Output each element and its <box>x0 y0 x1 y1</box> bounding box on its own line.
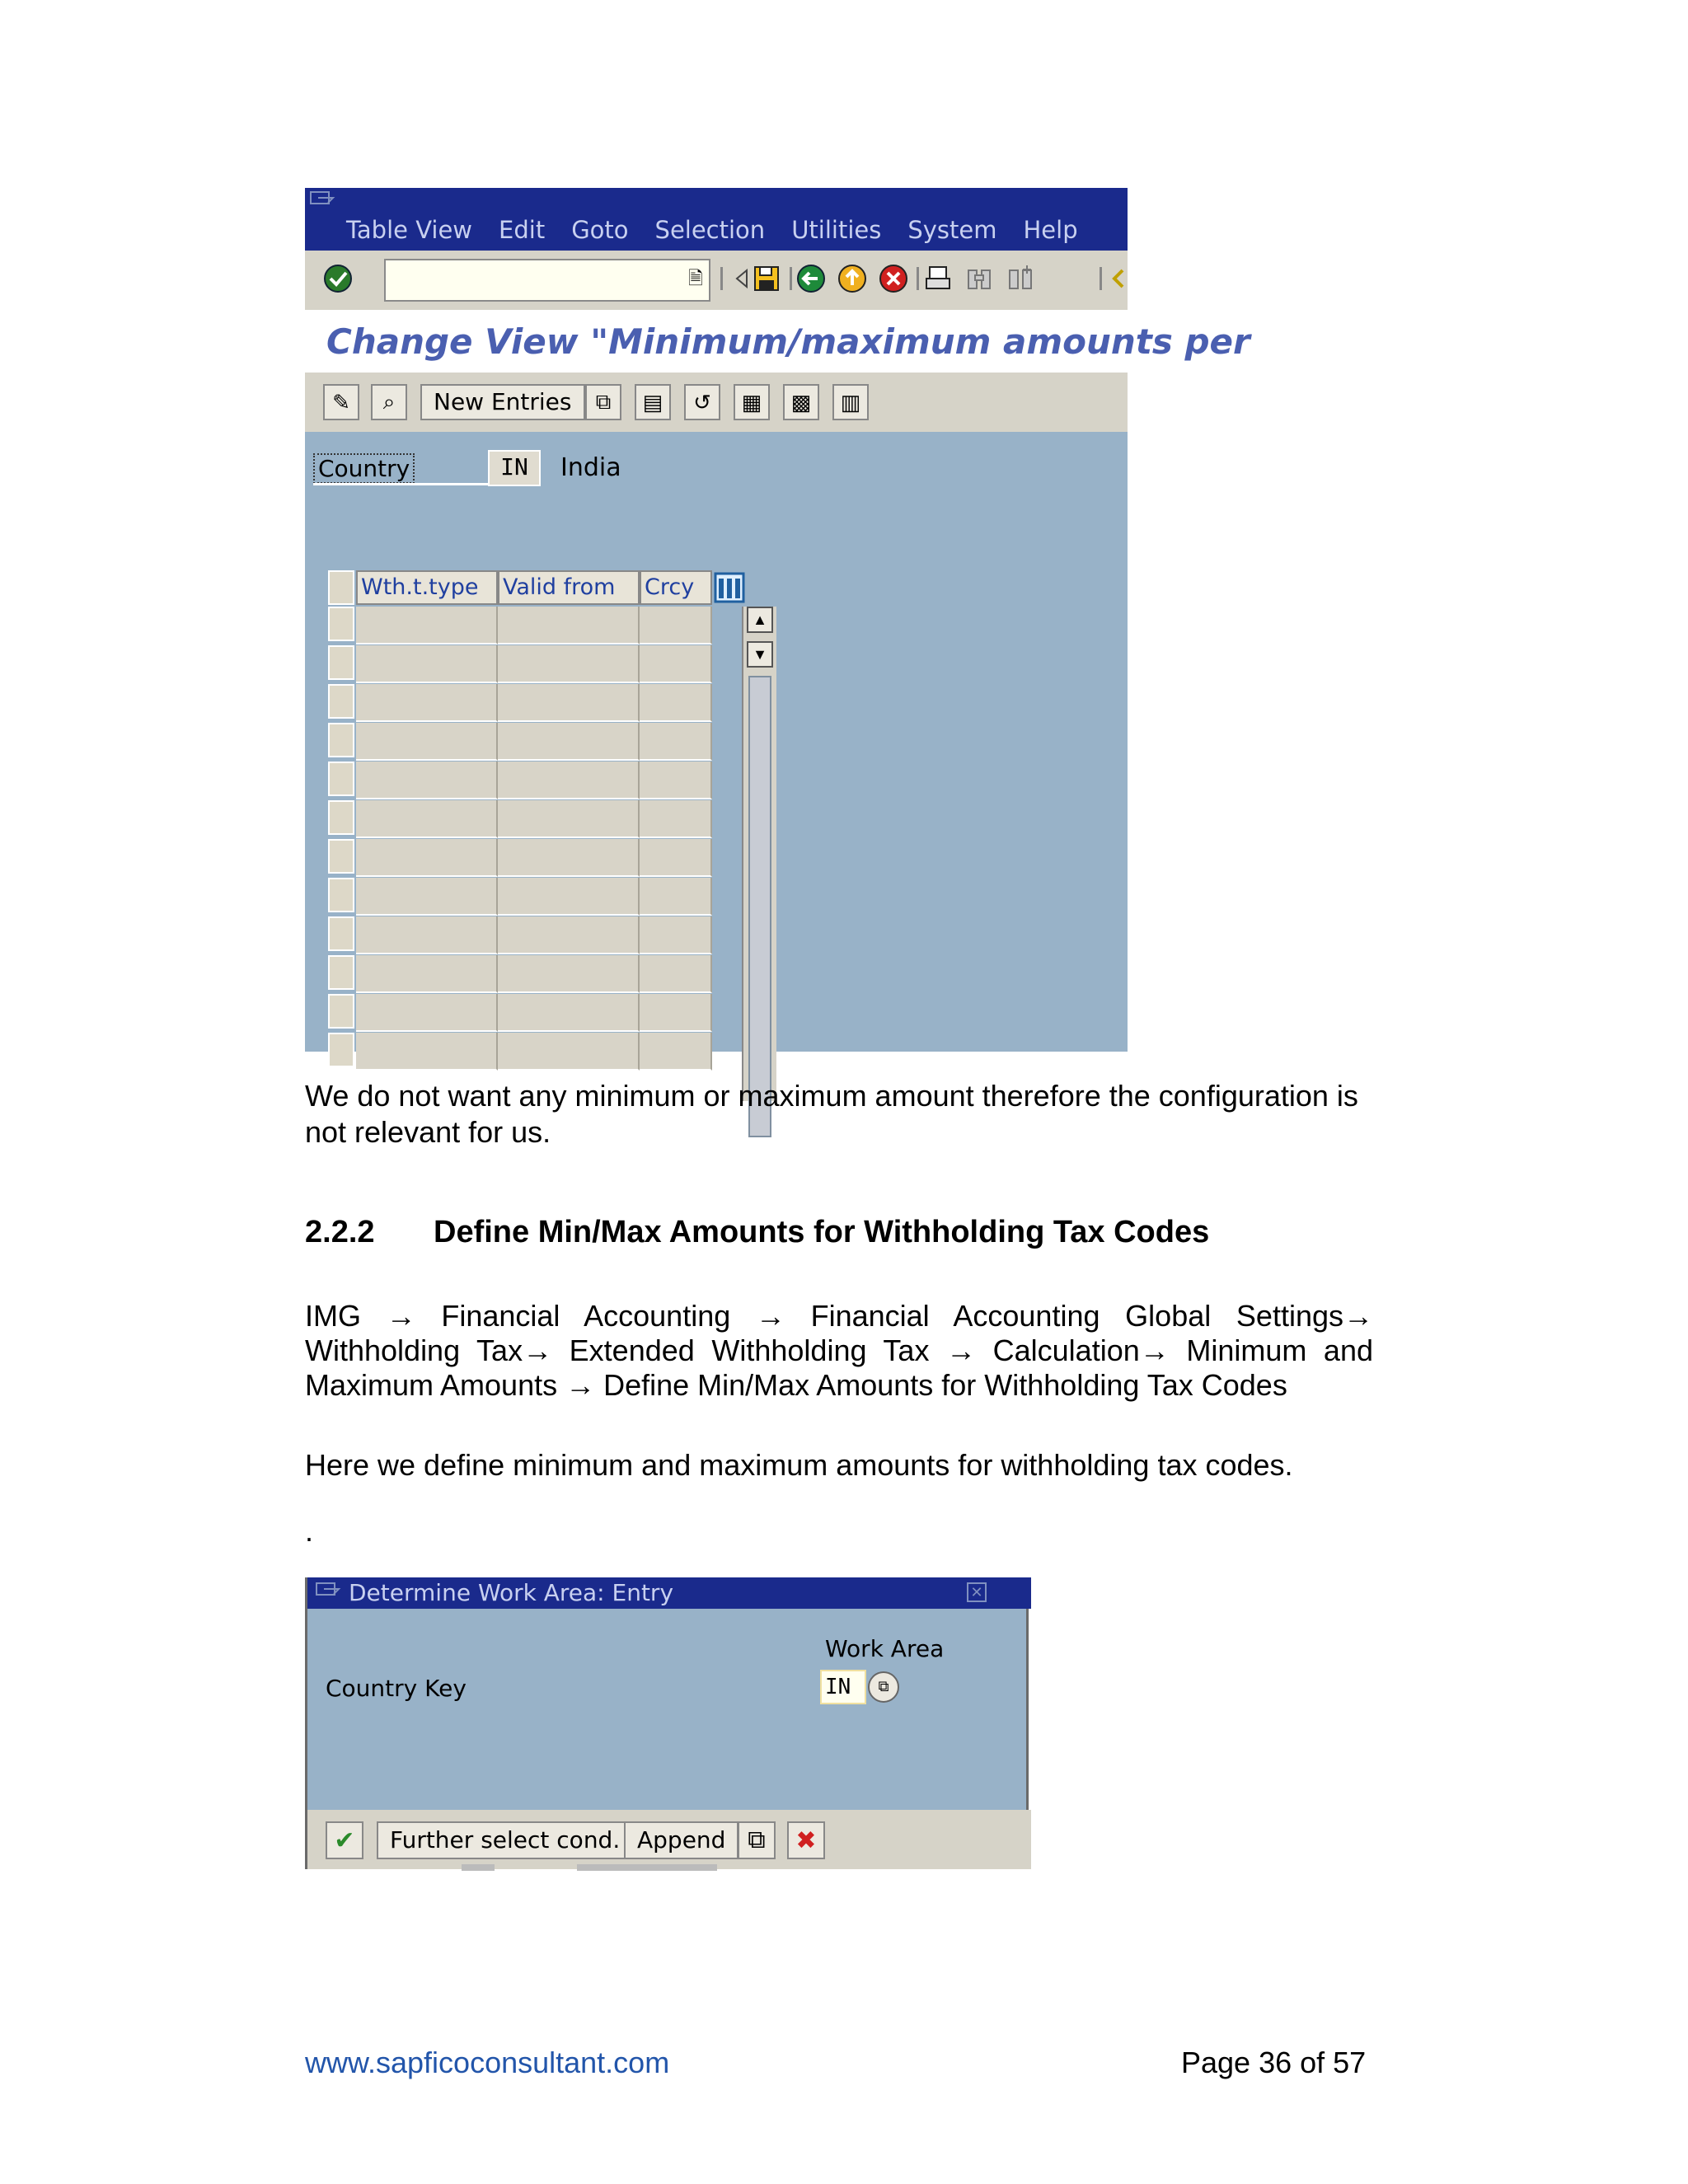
scroll-track[interactable] <box>748 676 771 1137</box>
table-cell[interactable] <box>498 645 640 683</box>
exit-icon[interactable] <box>837 264 867 293</box>
close-icon[interactable]: ✕ <box>967 1582 987 1602</box>
menu-item-table-view[interactable]: Table View <box>346 216 473 244</box>
table-cell[interactable] <box>640 723 712 761</box>
menu-item-system[interactable]: System <box>907 216 997 244</box>
cancel-icon[interactable] <box>879 264 908 293</box>
menu-item-goto[interactable]: Goto <box>571 216 629 244</box>
table-cell[interactable] <box>640 839 712 877</box>
table-cell[interactable] <box>640 762 712 799</box>
table-cell[interactable] <box>356 607 498 644</box>
scroll-up-icon[interactable]: ▲ <box>747 607 773 633</box>
table-cell[interactable] <box>640 645 712 683</box>
copy-icon[interactable]: ⧉ <box>585 384 621 420</box>
screen-title-bar <box>305 312 1250 373</box>
dialog-title-bar <box>307 1577 1031 1609</box>
section-heading <box>305 1215 1209 1250</box>
row-selector[interactable] <box>328 916 354 951</box>
table-cell[interactable] <box>640 955 712 993</box>
table-cell[interactable] <box>498 994 640 1032</box>
table-cell[interactable] <box>640 1033 712 1071</box>
back-icon[interactable] <box>796 264 826 293</box>
row-selector[interactable] <box>328 645 354 680</box>
table-cell[interactable] <box>498 878 640 916</box>
section-number: 2.2.2 <box>305 1215 375 1249</box>
table-cell[interactable] <box>356 955 498 993</box>
section-title: Define Min/Max Amounts for Withholding Tax Codes <box>434 1215 1210 1249</box>
work-area-label: Work Area <box>825 1635 945 1662</box>
row-selector[interactable] <box>328 839 354 874</box>
table-control <box>325 570 767 1065</box>
table-cell[interactable] <box>640 607 712 644</box>
deselect-all-icon[interactable]: ▥ <box>832 384 869 420</box>
column-header-wth-type[interactable]: Wth.t.type <box>356 570 498 605</box>
table-cell[interactable] <box>498 839 640 877</box>
table-cell[interactable] <box>640 800 712 838</box>
menu-item-selection[interactable]: Selection <box>654 216 766 244</box>
table-cell[interactable] <box>498 607 640 644</box>
vertical-scrollbar[interactable] <box>742 607 776 1101</box>
window-menu-icon[interactable] <box>316 1582 340 1602</box>
table-cell[interactable] <box>356 800 498 838</box>
append-button[interactable]: Append <box>624 1821 738 1859</box>
window-menu-icon[interactable] <box>310 191 335 209</box>
img-menu-path: IMG → Financial Accounting → Financial Accounting Global Settings→ Withholding Tax→ Extended Withholding Tax → Calculation→ Minimum and Maximum Amounts → Define Min/Max Amounts for Withholding Tax Codes <box>305 1299 1373 1402</box>
display-change-icon[interactable]: ✎ <box>323 384 359 420</box>
new-entries-button[interactable]: New Entries <box>420 384 585 420</box>
screen-title: Change View "Minimum/maximum amounts per <box>326 321 1250 362</box>
dialog-button-bar <box>307 1810 1031 1869</box>
command-field[interactable] <box>384 259 686 302</box>
country-field[interactable]: IN <box>488 450 541 486</box>
application-toolbar <box>305 373 1128 432</box>
select-all-rows[interactable] <box>328 570 354 605</box>
menu-item-help[interactable]: Help <box>1023 216 1078 244</box>
table-cell[interactable] <box>356 1033 498 1071</box>
further-select-cond-button[interactable]: Further select cond. <box>377 1821 633 1859</box>
command-history-icon[interactable]: 🗎 <box>682 259 710 302</box>
table-cell[interactable] <box>356 878 498 916</box>
column-header-valid-from[interactable]: Valid from <box>498 570 640 605</box>
new-work-area-icon[interactable]: ⧉ <box>738 1821 776 1859</box>
table-cell[interactable] <box>640 684 712 722</box>
country-description: India <box>560 453 621 482</box>
undo-icon[interactable]: ↺ <box>684 384 720 420</box>
clipped-background-residue <box>445 1864 734 1876</box>
select-block-icon[interactable]: ▩ <box>783 384 819 420</box>
row-selector[interactable] <box>328 878 354 912</box>
row-selector[interactable] <box>328 955 354 990</box>
row-selector[interactable] <box>328 723 354 757</box>
table-cell[interactable] <box>498 800 640 838</box>
dialog-title: Determine Work Area: Entry <box>349 1579 674 1606</box>
country-label: Country <box>313 453 415 484</box>
table-cell[interactable] <box>498 762 640 799</box>
row-selector[interactable] <box>328 684 354 719</box>
column-header-crcy[interactable]: Crcy <box>640 570 712 605</box>
table-cell[interactable] <box>498 955 640 993</box>
print-icon[interactable] <box>923 264 953 293</box>
first-page-icon[interactable] <box>1106 264 1128 293</box>
row-selector[interactable] <box>328 1033 354 1067</box>
table-cell[interactable] <box>498 916 640 954</box>
menu-item-edit[interactable]: Edit <box>499 216 546 244</box>
scroll-down-icon[interactable]: ▼ <box>747 641 773 668</box>
footer-website-link[interactable]: www.sapficoconsultant.com <box>305 2046 670 2079</box>
table-cell[interactable] <box>356 839 498 877</box>
cancel-x-icon[interactable]: ✖ <box>787 1821 825 1859</box>
table-cell[interactable] <box>498 1033 640 1071</box>
sap-screenshot-change-view <box>305 188 1250 1052</box>
table-cell[interactable] <box>356 916 498 954</box>
row-selector[interactable] <box>328 762 354 796</box>
table-cell[interactable] <box>640 994 712 1032</box>
display-icon[interactable]: ⌕ <box>371 384 407 420</box>
table-cell[interactable] <box>640 878 712 916</box>
possible-entries-icon[interactable]: ⧉ <box>868 1671 899 1703</box>
table-cell[interactable] <box>498 723 640 761</box>
save-icon[interactable] <box>752 264 781 293</box>
row-selector[interactable] <box>328 607 354 641</box>
footer-page-number: Page 36 of 57 <box>1181 2046 1367 2079</box>
table-cell[interactable] <box>498 684 640 722</box>
table-cell[interactable] <box>356 645 498 683</box>
menu-bar <box>305 188 1128 251</box>
row-selector[interactable] <box>328 994 354 1029</box>
standard-toolbar <box>305 251 1128 312</box>
table-cell[interactable] <box>640 916 712 954</box>
column-settings-icon[interactable] <box>714 572 745 603</box>
menu-item-utilities[interactable]: Utilities <box>791 216 882 244</box>
stray-dot: . <box>305 1514 314 1548</box>
country-underline <box>313 483 491 485</box>
find-icon[interactable] <box>964 264 994 293</box>
select-all-icon[interactable]: ▦ <box>734 384 770 420</box>
table-cell[interactable] <box>356 723 498 761</box>
table-cell[interactable] <box>356 762 498 799</box>
enter-icon[interactable] <box>323 264 353 293</box>
sap-dialog-determine-work-area <box>305 1577 1029 1869</box>
country-key-label: Country Key <box>326 1675 467 1702</box>
confirm-check-icon[interactable]: ✔ <box>326 1821 363 1859</box>
table-cell[interactable] <box>356 994 498 1032</box>
row-selector[interactable] <box>328 800 354 835</box>
paragraph-not-relevant: We do not want any minimum or maximum amount therefore the configuration is not relevant for us. <box>305 1079 1358 1149</box>
table-cell[interactable] <box>356 684 498 722</box>
delete-icon[interactable]: ▤ <box>635 384 671 420</box>
find-next-icon[interactable] <box>1006 264 1035 293</box>
paragraph-define: Here we define minimum and maximum amounts for withholding tax codes. <box>305 1448 1293 1482</box>
country-key-input[interactable]: IN <box>820 1670 866 1704</box>
